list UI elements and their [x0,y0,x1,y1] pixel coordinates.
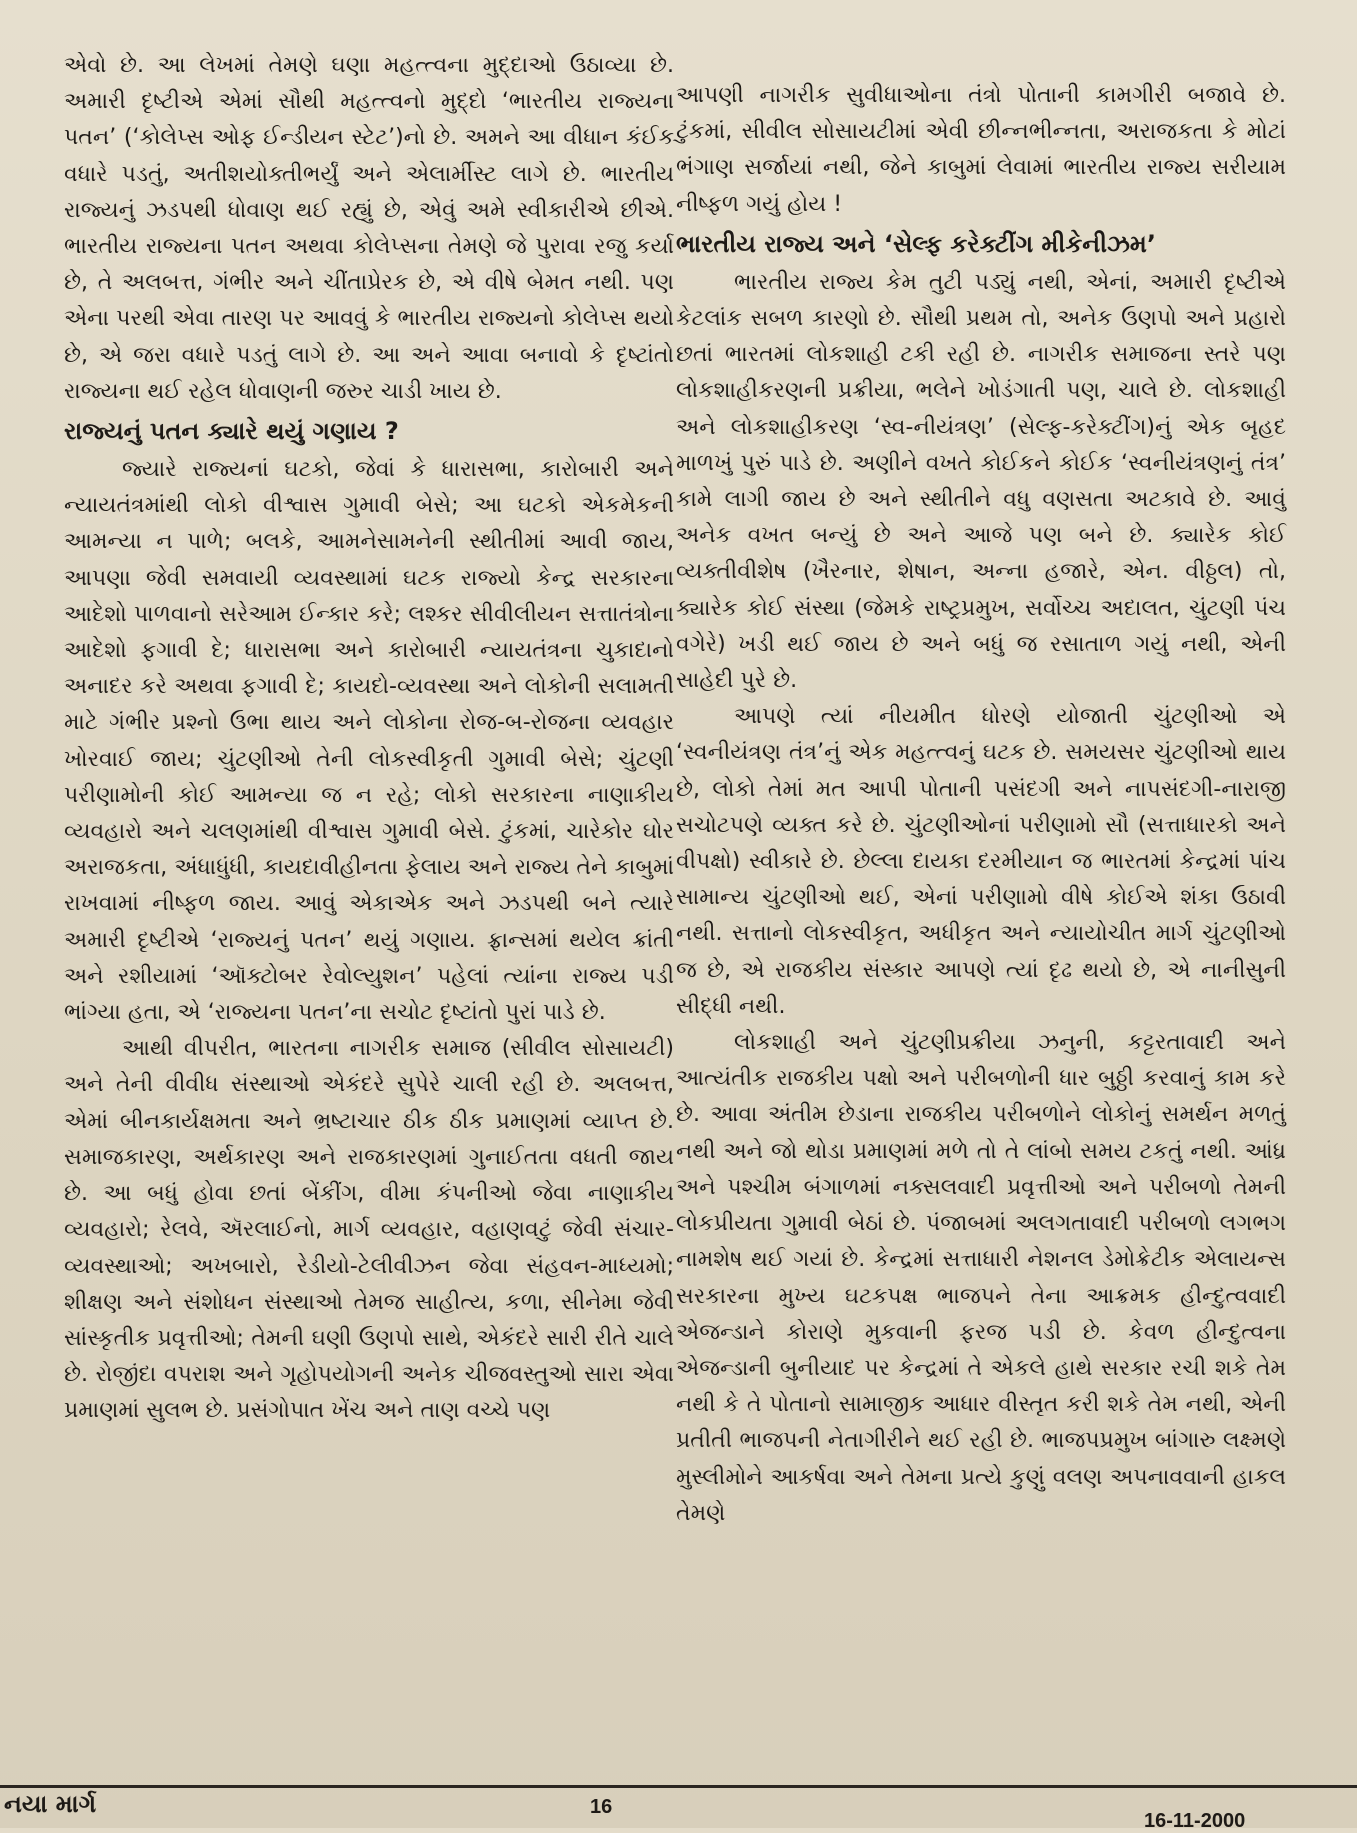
publication-name: નયા માર્ગ [4,1790,97,1818]
right-paragraph-2: ભારતીય રાજ્ય કેમ તુટી પડ્યું નથી, એનાં, અમારી દૃષ્ટીએ કેટલાંક સબળ કારણો છે. સૌથી પ્રથમ તો, અનેક ઉણપો અને પ્રહારો છતાં ભારતમાં લોકશાહી ટકી રહી છે. નાગરીક સમાજના સ્તરે પણ લોકશાહીકરણની પ્રક્રીયા, ભલેને ખોડંગાતી પણ, ચાલે છે. લોકશાહી અને લોકશાહીકરણ ‘સ્વ-નીયંત્રણ’ (સેલ્ફ-કરેક્ટીંગ)નું એક બૃહદ માળખું પુરું પાડે છે. અણીને વખતે કોઈકને કોઈક ‘સ્વનીયંત્રણનું તંત્ર’ કામે લાગી જાય છે અને સ્થીતીને વધુ વણસતા અટકાવે છે. આવું અનેક વખત બન્યું છે અને આજે પણ બને છે. ક્યારેક કોઈ વ્યક્તીવીશેષ (ખૈરનાર, શેષાન, અન્ના હજારે, એન. વીઠ્ઠલ) તો, ક્યારેક કોઈ સંસ્થા (જેમકે રાષ્ટ્રપ્રમુખ, સર્વોચ્ચ અદાલત, ચુંટણી પંચ વગેરે) ખડી થઈ જાય છે અને બધું જ રસાતાળ ગયું નથી, એની સાહેદી પુરે છે. [676,269,1286,694]
left-section-heading: રાજ્યનું પતન ક્યારે થયું ગણાય ? [64,417,399,446]
right-paragraph-1: આપણી નાગરીક સુવીધાઓના તંત્રો પોતાની કામગીરી બજાવે છે. ટુંકમાં, સીવીલ સોસાયટીમાં એવી છીન્નભીન્નતા, અરાજકતા કે મોટાં ભંગાણ સર્જાયાં નથી, જેને કાબુમાં લેવામાં ભારતીય રાજ્ય સરીયામ નીષ્ફળ ગયું હોય ! [676,83,1286,217]
right-section-heading: ભારતીય રાજ્ય અને ‘સેલ્ફ કરેક્ટીંગ મીકેનીઝમ’ [676,229,1156,258]
right-paragraph-4: લોકશાહી અને ચુંટણીપ્રક્રીયા ઝનુની, કટ્ટરતાવાદી અને આત્યંતીક રાજકીય પક્ષો અને પરીબળોની ધાર બુઠ્ઠી કરવાનું કામ કરે છે. આવા અંતીમ છેડાના રાજકીય પરીબળોને લોકોનું સમર્થન મળતું નથી અને જો થોડા પ્રમાણમાં મળે તો તે લાંબો સમય ટકતું નથી. આંધ્ર અને પશ્ચીમ બંગાળમાં નક્સલવાદી પ્રવૃત્તીઓ અને પરીબળો તેમની લોકપ્રીયતા ગુમાવી બેઠાં છે. પંજાબમાં અલગતાવાદી પરીબળો લગભગ નામશેષ થઈ ગયાં છે. કેન્દ્રમાં સત્તાધારી નેશનલ ડેમોક્રેટીક એલાયન્સ સરકારના મુખ્ય ઘટકપક્ષ ભાજપને તેના આક્રમક હીન્દુત્વવાદી એજન્ડાને કોરાણે મુકવાની ફરજ પડી છે. કેવળ હીન્દુત્વના એજન્ડાની બુનીયાદ પર કેન્દ્રમાં તે એકલે હાથે સરકાર રચી શકે તેમ નથી કે તે પોતાનો સામાજીક આધાર વીસ્તૃત કરી શકે તેમ નથી, એની પ્રતીતી ભાજપની નેતાગીરીને થઈ રહી છે. ભાજપપ્રમુખ બાંગારુ લક્ષ્મણે મુસ્લીમોને આકર્ષવા અને તેમના પ્રત્યે કુણું વલણ અપનાવવાની હાકલ તેમણે [676,1030,1286,1526]
right-paragraph-3: આપણે ત્યાં નીયમીત ધોરણે યોજાતી ચુંટણીઓ એ ‘સ્વનીયંત્રણ તંત્ર’નું એક મહત્ત્વનું ઘટક છે. સમયસર ચુંટણીઓ થાય છે, લોકો તેમાં મત આપી પોતાની પસંદગી અને નાપસંદગી-નારાજી સચોટપણે વ્યક્ત કરે છે. ચુંટણીઓનાં પરીણામો સૌ (સત્તાધારકો અને વીપક્ષો) સ્વીકારે છે. છેલ્લા દાયકા દરમીયાન જ ભારતમાં કેન્દ્રમાં પાંચ સામાન્ય ચુંટણીઓ થઈ, એનાં પરીણામો વીષે કોઈએ શંકા ઉઠાવી નથી. સત્તાનો લોકસ્વીકૃત, અધીકૃત અને ન્યાયોચીત માર્ગ ચુંટણીઓ જ છે, એ રાજકીય સંસ્કાર આપણે ત્યાં દૃઢ થયો છે, એ નાનીસુની સીદ્ધી નથી. [676,704,1287,1019]
left-column [64,48,674,1430]
left-paragraph-2: જ્યારે રાજ્યનાં ઘટકો, જેવાં કે ધારાસભા, કારોબારી અને ન્યાયતંત્રમાંથી લોકો વીશ્વાસ ગુમાવી બેસે; આ ઘટકો એકમેકની આમન્યા ન પાળે; બલકે, આમનેસામનેની સ્થીતીમાં આવી જાય, આપણા જેવી સમવાયી વ્યવસ્થામાં ઘટક રાજ્યો કેન્દ્ર સરકારના આદેશો પાળવાનો સરેઆમ ઈન્કાર કરે; લશ્કર સીવીલીયન સત્તાતંત્રોના આદેશો ફગાવી દે; ધારાસભા અને કારોબારી ન્યાયતંત્રના ચુકાદાનો અનાદર કરે અથવા ફગાવી દે; કાયદો-વ્યવસ્થા અને લોકોની સલામતી માટે ગંભીર પ્રશ્નો ઉભા થાય અને લોકોના રોજ-બ-રોજના વ્યવહાર ખોરવાઈ જાય; ચુંટણીઓ તેની લોકસ્વીકૃતી ગુમાવી બેસે; ચુંટણી પરીણામોની કોઈ આમન્યા જ ન રહે; લોકો સરકારના નાણાકીય વ્યવહારો અને ચલણમાંથી વીશ્વાસ ગુમાવી બેસે. ટુંકમાં, ચારેકોર ઘોર અરાજકતા, અંધાધુંધી, કાયદાવીહીનતા ફેલાય અને રાજ્ય તેને કાબુમાં રાખવામાં નીષ્ફળ જાય. આવું એકાએક અને ઝડપથી બને ત્યારે અમારી દૃષ્ટીએ ‘રાજ્યનું પતન’ થયું ગણાય. ફ્રાન્સમાં થયેલ ક્રાંતી અને રશીયામાં ‘ઑક્ટોબર રેવોલ્યુશન’ પહેલાં ત્યાંના રાજ્ય પડી ભાંગ્યા હતા, એ ‘રાજ્યના પતન’ના સચોટ દૃષ્ટાંતો પુરાં પાડે છે. [64,457,674,1026]
left-paragraph-1: એવો છે. આ લેખમાં તેમણે ઘણા મહત્ત્વના મુદ્દાઓ ઉઠાવ્યા છે. અમારી દૃષ્ટીએ એમાં સૌથી મહત્ત્વનો મુદ્દો ‘ભારતીય રાજ્યના પતન’ (‘કોલેપ્સ ઓફ ઈન્ડીયન સ્ટેટ’)નો છે. અમને આ વીધાન કંઈક વધારે પડતું, અતીશયોક્તીભર્યું અને એલાર્મીસ્ટ લાગે છે. ભારતીય રાજ્યનું ઝડપથી ધોવાણ થઈ રહ્યું છે, એવું અમે સ્વીકારીએ છીએ. ભારતીય રાજ્યના પતન અથવા કોલેપ્સના તેમણે જે પુરાવા રજુ કર્યા છે, તે અલબત્ત, ગંભીર અને ચીંતાપ્રેરક છે, એ વીષે બેમત નથી. પણ એના પરથી એવા તારણ પર આવવું કે ભારતીય રાજ્યનો કોલેપ્સ થયો છે, એ જરા વધારે પડતું લાગે છે. આ અને આવા બનાવો કે દૃષ્ટાંતો રાજ્યના થઈ રહેલ ધોવાણની જરુર ચાડી ખાય છે. [64,53,674,404]
right-column [676,78,1286,1532]
footer-divider [0,1785,1357,1788]
left-paragraph-3: આથી વીપરીત, ભારતના નાગરીક સમાજ (સીવીલ સોસાયટી) અને તેની વીવીધ સંસ્થાઓ એકંદરે સુપેરે ચાલી રહી છે. અલબત્ત, એમાં બીનકાર્યક્ષમતા અને ભ્રષ્ટાચાર ઠીક ઠીક પ્રમાણમાં વ્યાપ્ત છે. સમાજકારણ, અર્થકારણ અને રાજકારણમાં ગુનાઈતતા વધતી જાય છે. આ બધું હોવા છતાં બેંકીંગ, વીમા કંપનીઓ જેવા નાણાકીય વ્યવહારો; રેલવે, ઍરલાઈનો, માર્ગ વ્યવહાર, વહાણવટું જેવી સંચાર-વ્યવસ્થાઓ; અખબારો, રેડીયો-ટેલીવીઝન જેવા સંહવન-માધ્યમો; શીક્ષણ અને સંશોધન સંસ્થાઓ તેમજ સાહીત્ય, કળા, સીનેમા જેવી સાંસ્કૃતીક પ્રવૃત્તીઓ; તેમની ઘણી ઉણપો સાથે, એકંદરે સારી રીતે ચાલે છે. રોજીંદા વપરાશ અને ગૃહોપયોગની અનેક ચીજવસ્તુઓ સારા એવા પ્રમાણમાં સુલભ છે. પ્રસંગોપાત ખેંચ અને તાણ વચ્ચે પણ [64,1036,674,1424]
page-number: 16 [590,1796,613,1818]
issue-date: 16-11-2000 [1144,1810,1246,1832]
